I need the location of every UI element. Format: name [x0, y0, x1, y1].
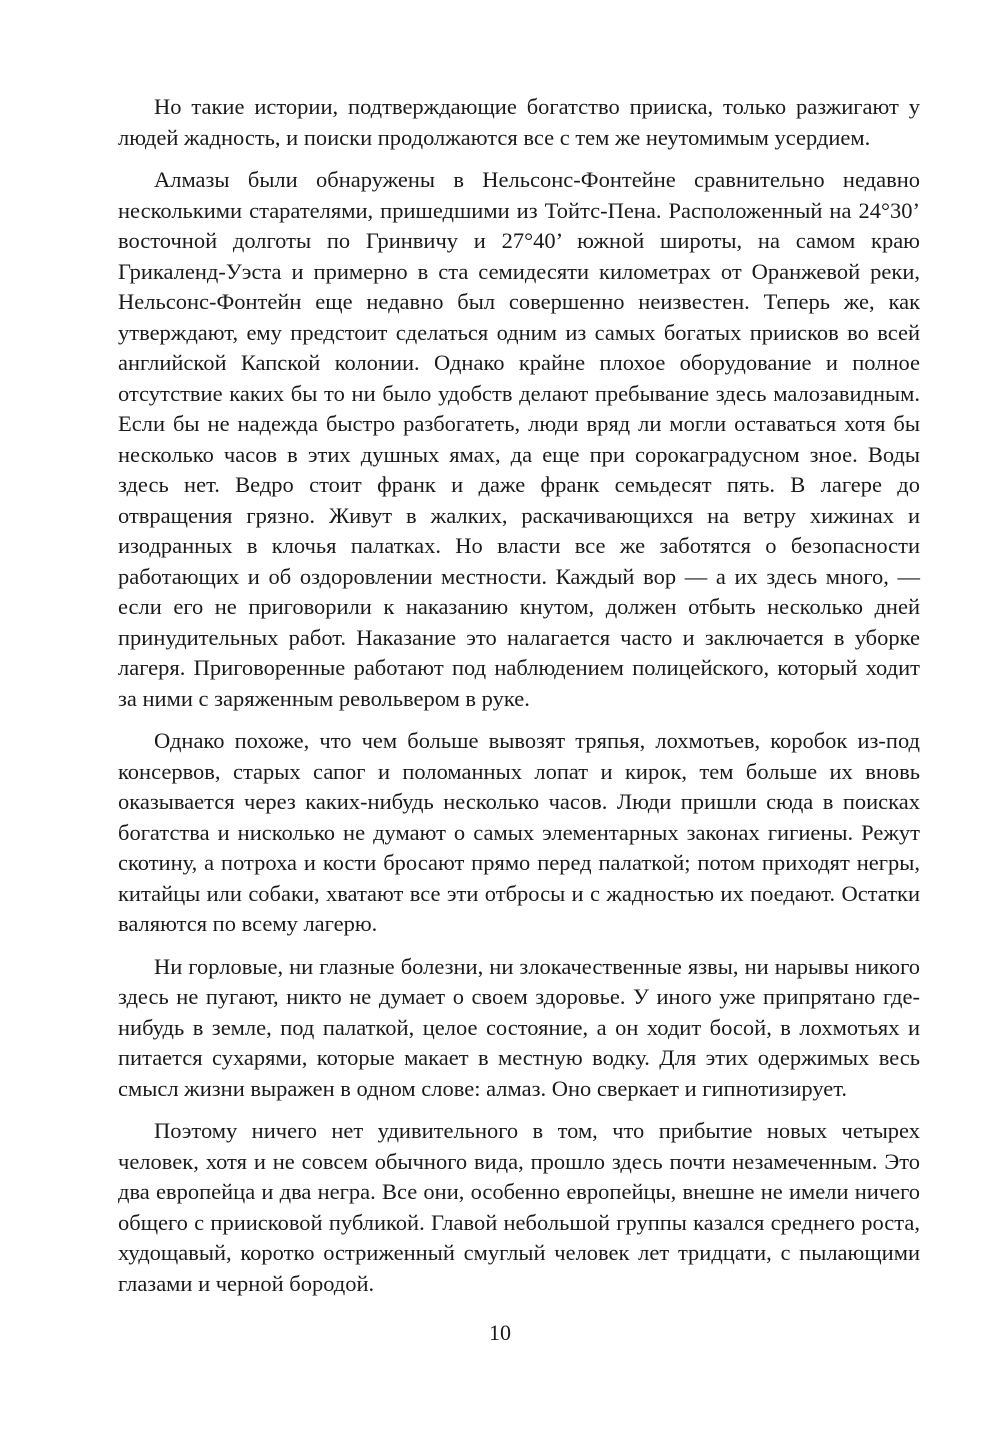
- paragraph-3: Однако похоже, что чем больше вывозят тряпья, лохмотьев, коробок из-под консервов, старых сапог и поломанных лопат и кирок, тем больше их вновь оказывается через каких-нибудь несколько часов. Люди пришли сюда в поисках богатства и нисколько не думают о самых элементарных законах гигиены. Режут скотину, а потроха и кости бросают прямо перед палаткой; потом приходят негры, китайцы или собаки, хватают все эти отбросы и с жадностью их поедают. Остатки валяются по всему лагерю.: [118, 728, 920, 936]
- paragraph-2: Алмазы были обнаружены в Нельсонс-Фонтейне сравнительно недавно несколькими старателями, пришедшими из Тойтс-Пена. Расположенный на 24°30’ восточной долготы по Гринвичу и 27°40’ южной широты, на самом краю Грикаленд-Уэста и примерно в ста семидесяти километрах от Оранжевой реки, Нельсонс-Фонтейн еще недавно был совершенно неизвестен. Теперь же, как утверждают, ему предстоит сделаться одним из самых богатых приисков во всей английской Капской колонии. Однако крайне плохое оборудование и полное отсутствие каких бы то ни было удобств делают пребывание здесь малозавидным. Если бы не надежда быстро разбогатеть, люди вряд ли могли оставаться хотя бы несколько часов в этих душных ямах, да еще при сорокаградусном зное. Воды здесь нет. Ведро стоит франк и даже франк семьдесят пять. В лагере до отвращения грязно. Живут в жалких, раскачивающихся на ветру хижинах и изодранных в клочья палатках. Но власти все же заботятся о безопасности работающих и об оздоровлении местности. Каждый вор — а их здесь много, — если его не приговорили к наказанию кнутом, должен отбыть несколько дней принудительных работ. Наказание это налагается часто и заключается в уборке лагеря. Приговоренные работают под наблюдением полицейского, который ходит за ними с заряженным револьвером в руке.: [118, 167, 920, 711]
- paragraph-4: Ни горловые, ни глазные болезни, ни злокачественные язвы, ни нарывы никого здесь не пугают, никто не думает о своем здоровье. У иного уже припрятано где-нибудь в земле, под палаткой, целое состояние, а он ходит босой, в лохмотьях и питается сухарями, которые макает в местную водку. Для этих одержимых весь смысл жизни выражен в одном слове: алмаз. Оно сверкает и гипнотизирует.: [118, 953, 920, 1101]
- paragraph-5: Поэтому ничего нет удивительного в том, что прибытие новых четырех человек, хотя и не совсем обычного вида, прошло здесь почти незамеченным. Это два европейца и два негра. Все они, особенно европейцы, внешне не имели ничего общего с приисковой публикой. Главой небольшой группы казался среднего роста, худощавый, коротко остриженный смуглый человек лет тридцати, с пылающими глазами и черной бородой.: [118, 1118, 920, 1296]
- paragraph-1: Но такие истории, подтверждающие богатство прииска, только разжигают у людей жадность, и поиски продолжаются все с тем же неутомимым усердием.: [118, 94, 920, 150]
- page-number: 10: [489, 1320, 511, 1345]
- page-body: [118, 92, 920, 1311]
